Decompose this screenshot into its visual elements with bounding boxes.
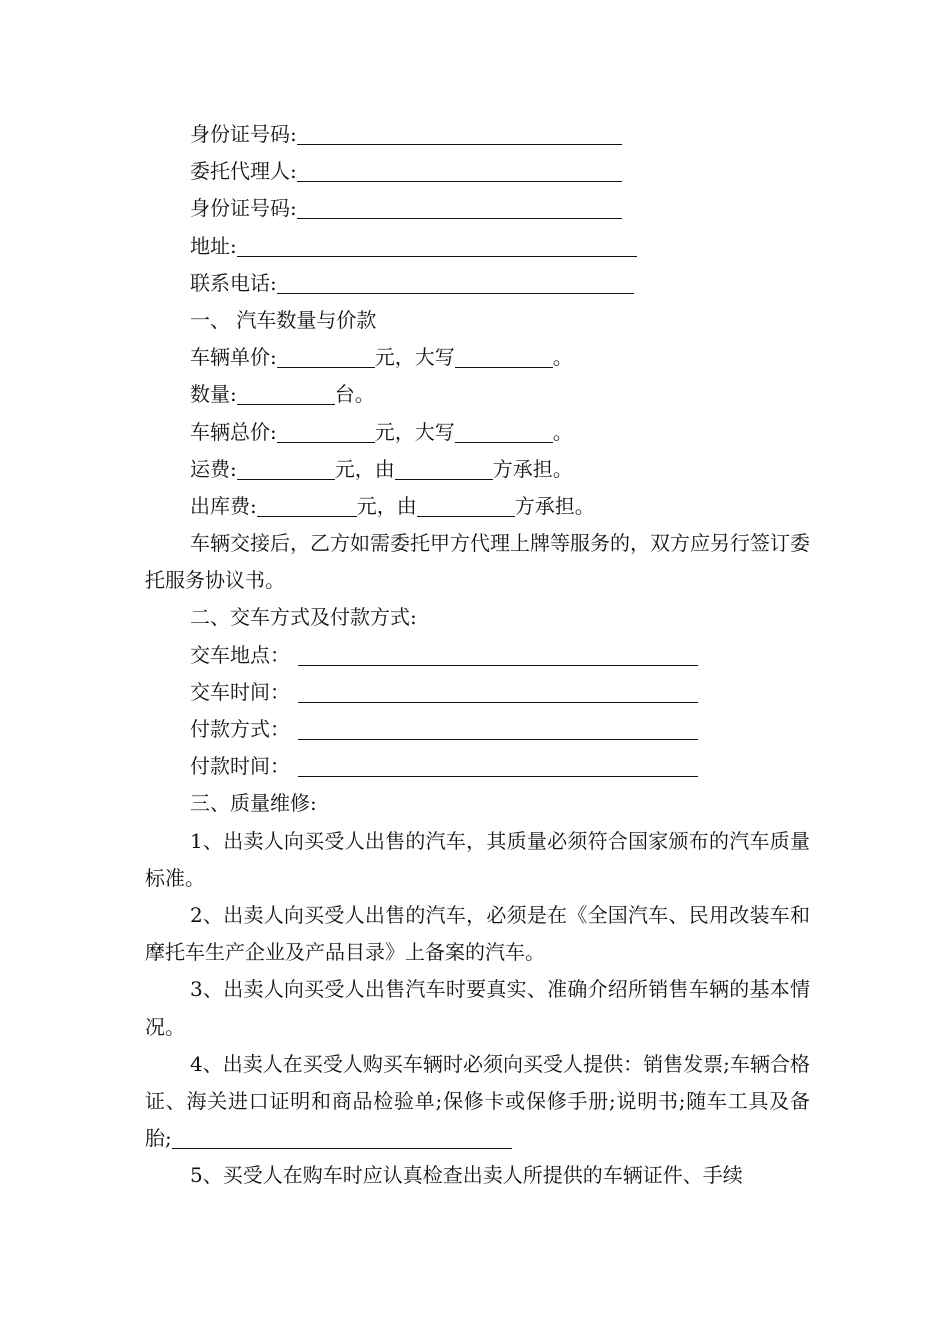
total-price-blank[interactable] xyxy=(277,418,375,443)
phone-label: 联系电话: xyxy=(190,270,277,295)
id-number-label: 身份证号码: xyxy=(190,122,297,146)
payment-method-label: 付款方式： xyxy=(190,717,290,742)
phone-blank[interactable] xyxy=(277,269,634,294)
section-3-heading: 三、质量维修: xyxy=(190,791,317,816)
delivery-place-blank[interactable] xyxy=(298,641,698,666)
outbound-fee-mid: 元，由 xyxy=(356,493,417,518)
outbound-fee-line xyxy=(145,488,810,525)
unit-price-line xyxy=(145,339,810,376)
quality-clause-2: 2、出卖人向买受人出售的汽车，必须是在《全国汽车、民用改装车和摩托车生产企业及产品目录》上备案的汽车。 xyxy=(145,903,810,965)
unit-price-end: 。 xyxy=(552,345,573,370)
quantity-line xyxy=(145,376,810,413)
outbound-fee-party-blank[interactable] xyxy=(417,492,515,517)
freight-blank[interactable] xyxy=(237,455,335,480)
freight-party-blank[interactable] xyxy=(395,455,493,480)
phone-line xyxy=(145,265,810,302)
agent-blank[interactable] xyxy=(297,157,622,182)
unit-price-blank[interactable] xyxy=(277,343,375,368)
quality-clause-1: 1、出卖人向买受人出售的汽车，其质量必须符合国家颁布的汽车质量标准。 xyxy=(145,828,810,890)
payment-time-label: 付款时间： xyxy=(190,754,290,779)
freight-line xyxy=(145,451,810,488)
section-1-heading: 一、 汽车数量与价款 xyxy=(190,307,377,332)
delivery-time-label: 交车时间： xyxy=(190,679,290,704)
address-line xyxy=(145,228,810,265)
total-price-words-blank[interactable] xyxy=(455,418,553,443)
address-blank[interactable] xyxy=(237,232,637,257)
freight-end: 方承担。 xyxy=(492,456,573,481)
quality-clause-4-text: 4、出卖人在买受人购买车辆时必须向买受人提供：销售发票;车辆合格证、海关进口证明和商品检验单;保修卡或保修手册;说明书;随车工具及备胎; xyxy=(145,1051,810,1151)
delivery-place-label: 交车地点： xyxy=(190,642,290,667)
id-number-blank[interactable] xyxy=(297,120,622,145)
total-price-line xyxy=(145,414,810,451)
unit-price-label: 车辆单价: xyxy=(190,345,277,370)
payment-method-blank[interactable] xyxy=(298,715,698,740)
delivery-time-blank[interactable] xyxy=(298,678,698,703)
document-body xyxy=(145,116,810,1195)
payment-method-line xyxy=(145,711,810,748)
payment-time-blank[interactable] xyxy=(298,752,698,777)
quantity-label: 数量: xyxy=(190,382,237,407)
handover-note: 车辆交接后，乙方如需委托甲方代理上牌等服务的，双方应另行签订委托服务协议书。 xyxy=(145,531,810,593)
outbound-fee-label: 出库费: xyxy=(190,493,257,518)
unit-price-words-blank[interactable] xyxy=(455,343,553,368)
agent-label: 委托代理人: xyxy=(190,159,297,184)
quality-clause-5: 5、买受人在购车时应认真检查出卖人所提供的车辆证件、手续 xyxy=(190,1163,743,1188)
total-price-mid: 元，大写 xyxy=(374,419,455,444)
id-number-line-1 xyxy=(145,116,810,153)
id-number-line-2 xyxy=(145,190,810,227)
outbound-fee-blank[interactable] xyxy=(257,492,357,517)
delivery-place-line xyxy=(145,637,810,674)
delivery-time-line xyxy=(145,674,810,711)
id-number-blank[interactable] xyxy=(297,194,622,219)
total-price-end: 。 xyxy=(552,419,573,444)
spare-tire-blank[interactable] xyxy=(172,1124,512,1149)
payment-time-line xyxy=(145,748,810,785)
unit-price-mid: 元，大写 xyxy=(374,345,455,370)
total-price-label: 车辆总价: xyxy=(190,419,277,444)
freight-mid: 元，由 xyxy=(334,456,395,481)
id-number-label: 身份证号码: xyxy=(190,196,297,221)
quality-clause-3: 3、出卖人向买受人出售汽车时要真实、准确介绍所销售车辆的基本情况。 xyxy=(145,977,810,1039)
quantity-blank[interactable] xyxy=(237,380,335,405)
agent-line xyxy=(145,153,810,190)
freight-label: 运费: xyxy=(190,456,237,481)
quantity-end: 台。 xyxy=(334,382,375,407)
outbound-fee-end: 方承担。 xyxy=(514,493,595,518)
address-label: 地址: xyxy=(190,233,237,258)
section-2-heading: 二、交车方式及付款方式: xyxy=(190,605,417,630)
quality-clause-4 xyxy=(145,1046,810,1158)
